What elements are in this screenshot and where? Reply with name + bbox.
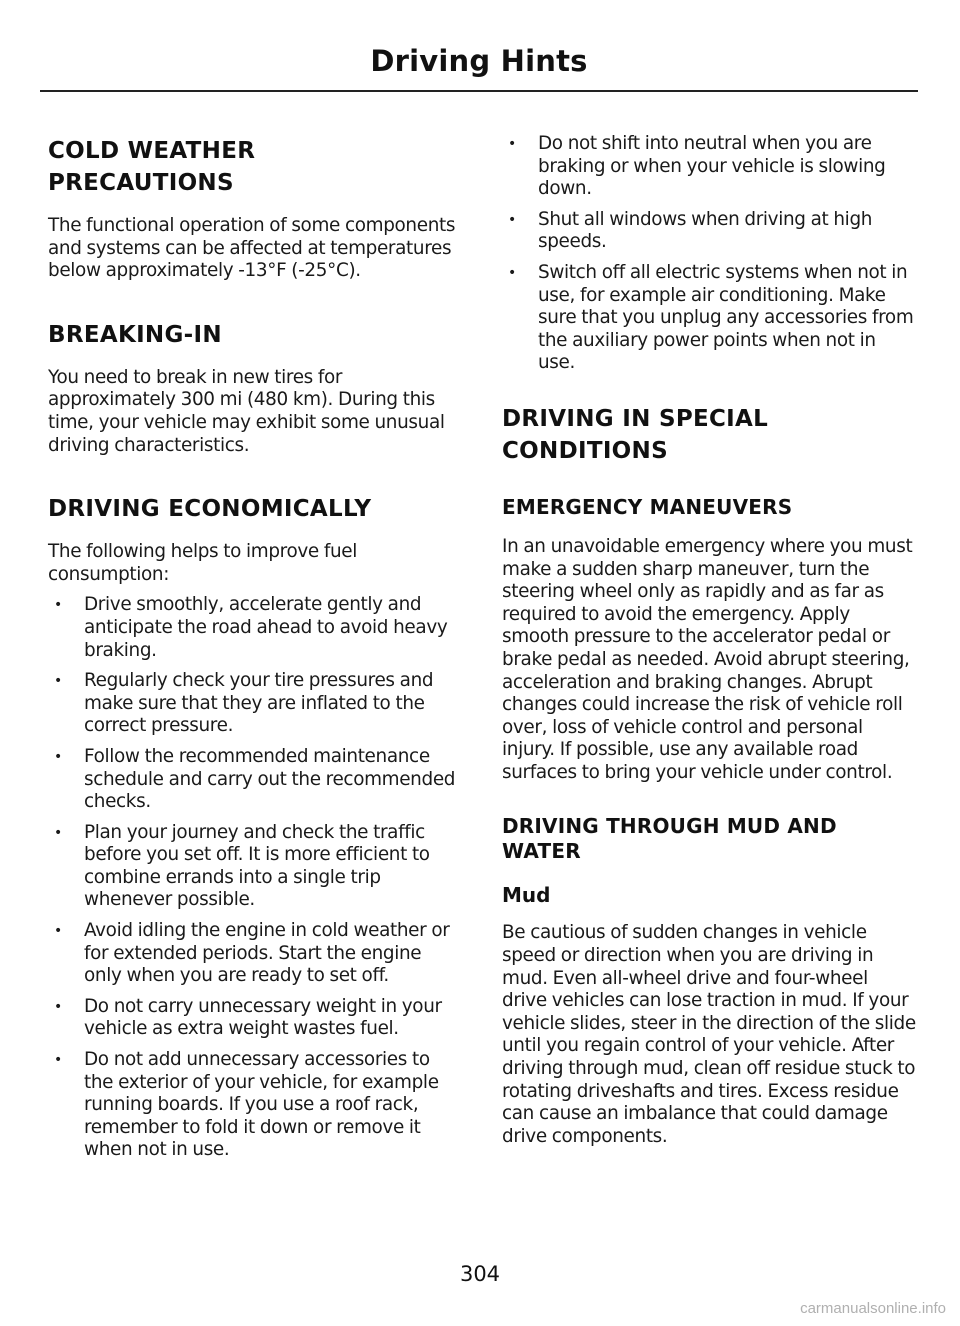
- cold-weather-body: The functional operation of some components and systems can be affected at temperatures below approximately -13°F (-25°C).: [48, 215, 456, 282]
- breaking-in-body: You need to break in new tires for approximately 300 mi (480 km). During this time, your vehicle may exhibit some unusual driving characteristics.: [48, 366, 445, 456]
- watermark: carmanualsonline.info: [800, 1300, 946, 1317]
- list-item: • Do not add unnecessary accessories to the exterior of your vehicle, for example running boards. If you use a roof rack, remember to fold it down or remove it when not in use.: [48, 1049, 462, 1162]
- list-item: • Follow the recommended maintenance schedule and carry out the recommended checks.: [48, 746, 462, 814]
- list-item: • Switch off all electric systems when not in use, for example air conditioning. Make sure that you unplug any accessories from the auxiliary power points when not in use.: [502, 262, 916, 375]
- list-item: • Regularly check your tire pressures and make sure that they are inflated to the correct pressure.: [48, 670, 462, 738]
- mud-heading: Mud: [502, 883, 551, 908]
- list-item: • Plan your journey and check the traffic before you set off. It is more efficient to combine errands into a single trip whenever possible.: [48, 822, 462, 912]
- mud-water-heading-line2: WATER: [502, 839, 581, 864]
- mud-water-heading-line1: DRIVING THROUGH MUD AND: [502, 814, 837, 839]
- driving-economically-intro: The following helps to improve fuel consumption:: [48, 541, 358, 585]
- mud-body: Be cautious of sudden changes in vehicle speed or direction when you are driving in mud. Even all-wheel drive and four-wheel drive vehicles can lose traction in mud. If your vehicle slides, steer in the direction of the slide until you regain control of your vehicle. After driving through mud, clean off residue stuck to rotating driveshafts and tires. Excess residue can cause an imbalance that could damage drive components.: [502, 922, 916, 1147]
- list-item: • Do not carry unnecessary weight in your vehicle as extra weight wastes fuel.: [48, 996, 462, 1041]
- page-header: [40, 44, 918, 78]
- driving-economically-heading: DRIVING ECONOMICALLY: [48, 496, 372, 523]
- right-column: [502, 133, 916, 1148]
- special-conditions-heading-line1: DRIVING IN SPECIAL: [502, 405, 769, 432]
- header-divider: [40, 90, 918, 92]
- list-item: • Shut all windows when driving at high speeds.: [502, 209, 916, 254]
- cold-weather-heading-line2: PRECAUTIONS: [48, 170, 234, 196]
- page-title: Driving Hints: [370, 44, 588, 78]
- left-column: [48, 135, 462, 1170]
- list-item: • Drive smoothly, accelerate gently and anticipate the road ahead to avoid heavy braking.: [48, 594, 462, 662]
- fuel-tips-list: [48, 594, 462, 1162]
- mud-water-heading: [502, 814, 916, 864]
- emergency-maneuvers-heading: EMERGENCY MANEUVERS: [502, 494, 793, 519]
- special-conditions-heading-line2: CONDITIONS: [502, 437, 668, 464]
- list-item: • Do not shift into neutral when you are braking or when your vehicle is slowing down.: [502, 133, 916, 201]
- list-item: • Avoid idling the engine in cold weather or for extended periods. Start the engine only when you are ready to set off.: [48, 920, 462, 988]
- fuel-tips-list-continued: [502, 133, 916, 375]
- breaking-in-heading: BREAKING-IN: [48, 321, 222, 348]
- page-number: 304: [459, 1262, 501, 1286]
- emergency-maneuvers-body: In an unavoidable emergency where you must make a sudden sharp maneuver, turn the steering wheel only as rapidly and as far as required to avoid the emergency. Apply smooth pressure to the accelerator pedal or brake pedal as needed. Avoid abrupt steering, acceleration and braking changes. Abrupt changes could increase the risk of vehicle roll over, loss of vehicle control and personal injury. If possible, use any available road surfaces to bring your vehicle under control.: [502, 535, 913, 783]
- cold-weather-heading-line1: COLD WEATHER: [48, 138, 256, 164]
- cold-weather-heading: [48, 135, 462, 199]
- special-conditions-heading: [502, 403, 916, 467]
